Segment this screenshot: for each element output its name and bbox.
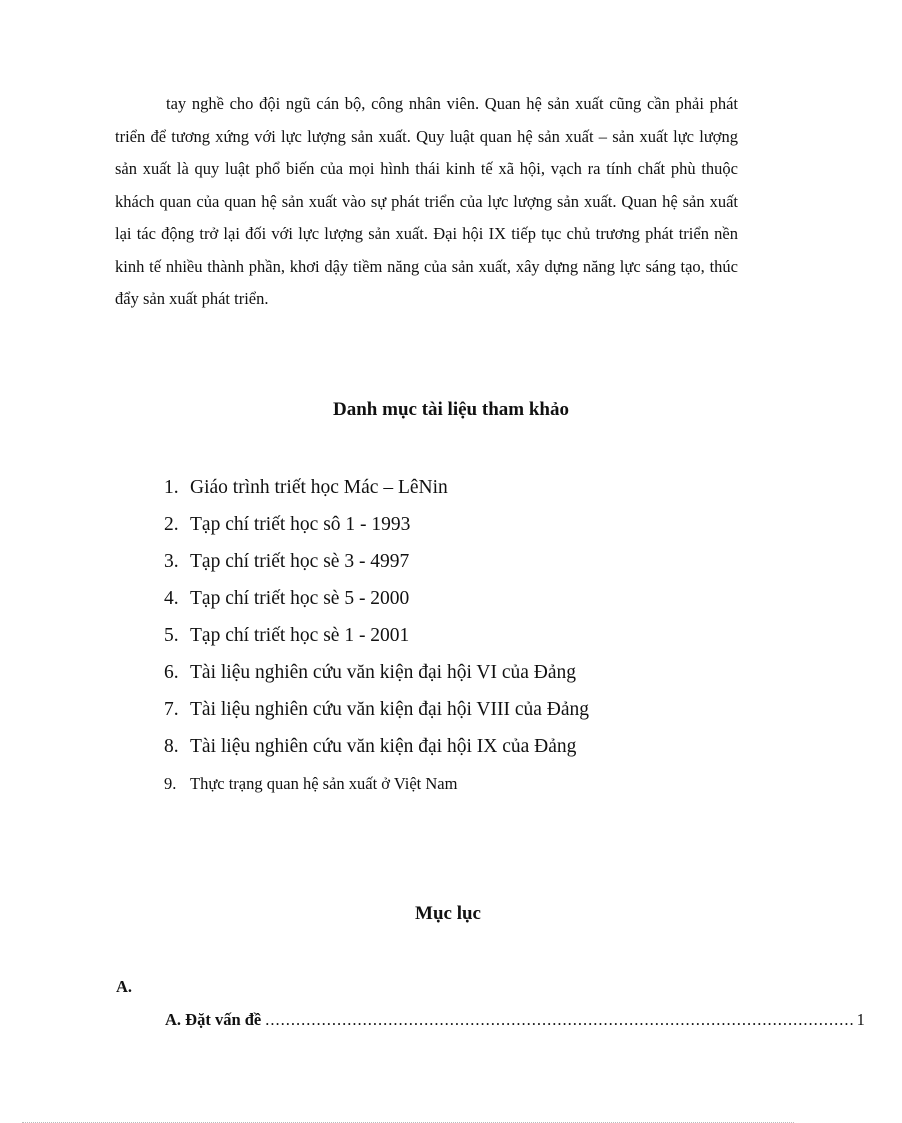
reference-number: 8. bbox=[164, 736, 179, 757]
references-title: Danh mục tài liệu tham khảo bbox=[333, 399, 569, 420]
reference-item bbox=[164, 473, 724, 510]
reference-text: Tạp chí triết học sè 1 - 2001 bbox=[190, 625, 410, 646]
reference-number: 1. bbox=[164, 477, 179, 498]
reference-item bbox=[164, 695, 724, 732]
reference-item bbox=[164, 732, 724, 769]
reference-item bbox=[164, 547, 724, 584]
reference-text: Tạp chí triết học sô 1 - 1993 bbox=[190, 514, 411, 535]
toc-title: Mục lục bbox=[415, 903, 481, 924]
reference-text: Tài liệu nghiên cứu văn kiện đại hội VIII của Đảng bbox=[190, 699, 589, 720]
reference-number: 5. bbox=[164, 625, 179, 646]
reference-item bbox=[164, 510, 724, 547]
toc-entry bbox=[165, 1008, 865, 1032]
reference-item bbox=[164, 769, 724, 806]
reference-text: Tài liệu nghiên cứu văn kiện đại hội VI của Đảng bbox=[190, 662, 577, 683]
toc-entry-label: A. Đặt vấn đề bbox=[165, 1010, 262, 1029]
reference-item bbox=[164, 621, 724, 658]
reference-number: 4. bbox=[164, 588, 179, 609]
reference-text: Tài liệu nghiên cứu văn kiện đại hội IX của Đảng bbox=[190, 736, 577, 757]
reference-number: 3. bbox=[164, 551, 179, 572]
toc-section-label: A. bbox=[116, 977, 133, 996]
reference-number: 7. bbox=[164, 699, 179, 720]
toc-dot-leader: ................................................................................................................... bbox=[265, 1010, 855, 1029]
reference-text: Tạp chí triết học sè 5 - 2000 bbox=[190, 588, 410, 609]
reference-text: Giáo trình triết học Mác – LêNin bbox=[190, 477, 448, 498]
reference-number: 9. bbox=[164, 774, 177, 793]
reference-number: 6. bbox=[164, 662, 179, 683]
reference-text: Thực trạng quan hệ sản xuất ở Việt Nam bbox=[190, 774, 458, 793]
reference-item bbox=[164, 584, 724, 621]
reference-number: 2. bbox=[164, 514, 179, 535]
toc-page-number: 1 bbox=[856, 1010, 865, 1029]
body-paragraph: tay nghề cho đội ngũ cán bộ, công nhân viên. Quan hệ sản xuất cũng cần phải phát triển để tương xứng với lực lượng sản xuất. Quy luật quan hệ sản xuất – sản xuất lực lượng sản xuất là quy luật phổ biến của mọi hình thái kinh tế xã hội, vạch ra tính chất phù thuộc khách quan của quan hệ sản xuất vào sự phát triển của lực lượng sản xuất. Quan hệ sản xuất lại tác động trở lại đối với lực lượng sản xuất. Đại hội IX tiếp tục chủ trương phát triển nền kinh tế nhiều thành phần, khơi dậy tiềm năng của sản xuất, xây dựng năng lực sáng tạo, thúc đẩy sản xuất phát triển. bbox=[115, 94, 738, 308]
reference-text: Tạp chí triết học sè 3 - 4997 bbox=[190, 551, 410, 572]
reference-item bbox=[164, 658, 724, 695]
references-list bbox=[164, 473, 724, 806]
